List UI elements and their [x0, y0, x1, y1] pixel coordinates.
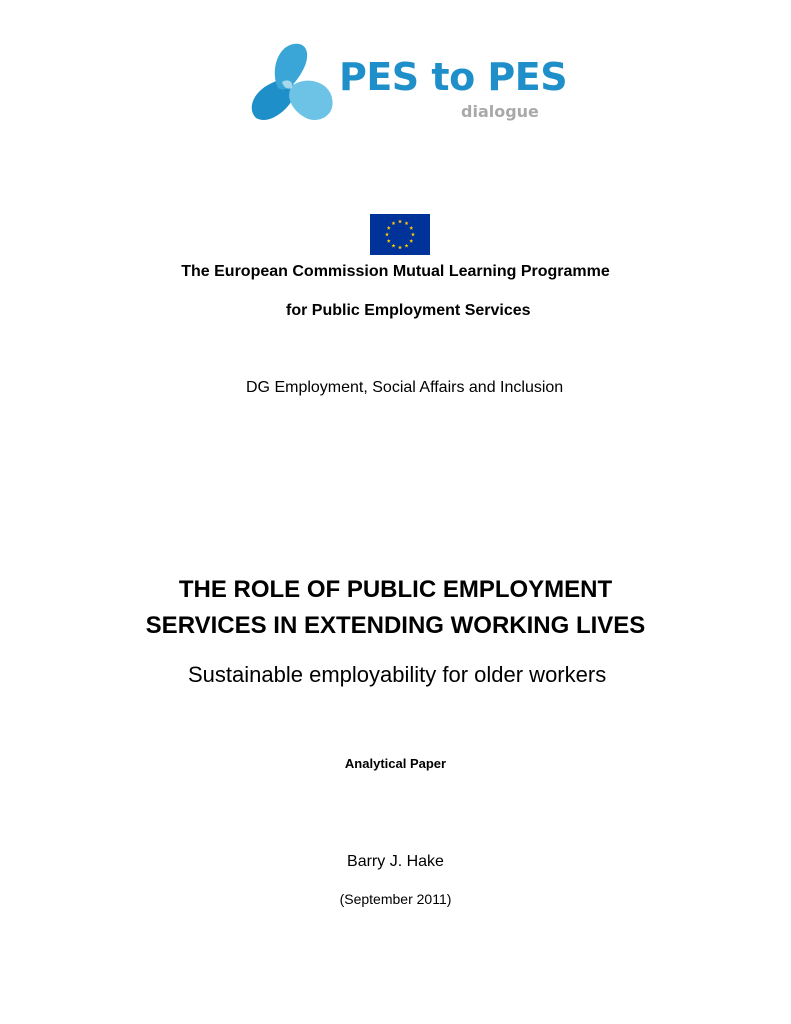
logo-title: PES to PES	[339, 55, 568, 99]
logo-subtitle: dialogue	[461, 102, 539, 121]
document-title-line-1: THE ROLE OF PUBLIC EMPLOYMENT	[178, 576, 613, 603]
eu-flag-icon	[370, 214, 430, 255]
document-date: (September 2011)	[339, 891, 452, 907]
programme-line-2: for Public Employment Services	[286, 302, 531, 319]
pes-logo-icon	[248, 42, 338, 124]
programme-line-1: The European Commission Mutual Learning Programme	[181, 263, 610, 280]
document-subtitle: Sustainable employability for older workers	[188, 662, 607, 687]
document-title-line-2: SERVICES IN EXTENDING WORKING LIVES	[145, 612, 646, 639]
document-author: Barry J. Hake	[347, 853, 444, 870]
document-type: Analytical Paper	[344, 756, 447, 771]
directorate-line: DG Employment, Social Affairs and Inclusion	[246, 379, 564, 396]
